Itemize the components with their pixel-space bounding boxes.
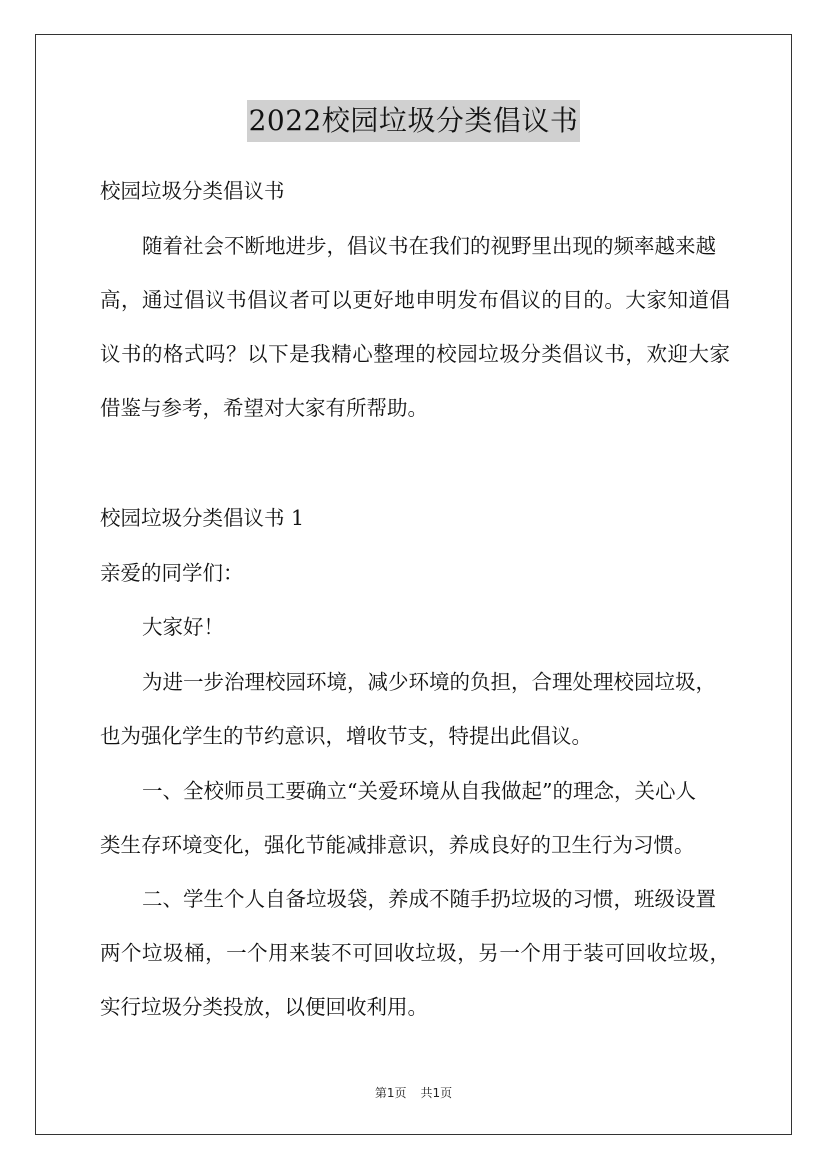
point-2-line-3: 实行垃圾分类投放，以便回收利用。	[100, 995, 428, 1019]
intro-line-1: 随着社会不断地进步，倡议书在我们的视野里出现的频率越来越	[142, 234, 716, 258]
point-1-line-2: 类生存环境变化，强化节能减排意识，养成良好的卫生行为习惯。	[100, 833, 695, 857]
intro-line-4: 借鉴与参考，希望对大家有所帮助。	[100, 396, 428, 420]
salutation: 亲爱的同学们：	[100, 561, 244, 585]
document-title: 2022校园垃圾分类倡议书	[247, 100, 581, 142]
body-line-1: 为进一步治理校园环境，减少环境的负担，合理处理校园垃圾，	[142, 670, 716, 694]
page-footer	[0, 1084, 827, 1101]
title-container	[0, 100, 827, 142]
point-2-line-2: 两个垃圾桶，一个用来装不可回收垃圾，另一个用于装可回收垃圾，	[100, 941, 730, 965]
intro-line-3: 议书的格式吗？以下是我精心整理的校园垃圾分类倡议书，欢迎大家	[100, 342, 730, 366]
section-heading: 校园垃圾分类倡议书	[100, 179, 285, 203]
page-number: 第1页	[374, 1086, 407, 1100]
subheading-1: 校园垃圾分类倡议书 1	[100, 506, 305, 530]
page-total: 共1页	[420, 1086, 453, 1100]
point-2-line-1: 二、学生个人自备垃圾袋，养成不随手扔垃圾的习惯，班级设置	[142, 887, 716, 911]
intro-line-2: 高，通过倡议书倡议者可以更好地申明发布倡议的目的。大家知道倡	[100, 288, 730, 312]
greeting: 大家好！	[142, 615, 224, 639]
point-1-line-1: 一、全校师员工要确立“关爱环境从自我做起”的理念，关心人	[142, 779, 696, 803]
body-line-2: 也为强化学生的节约意识，增收节支，特提出此倡议。	[100, 724, 592, 748]
